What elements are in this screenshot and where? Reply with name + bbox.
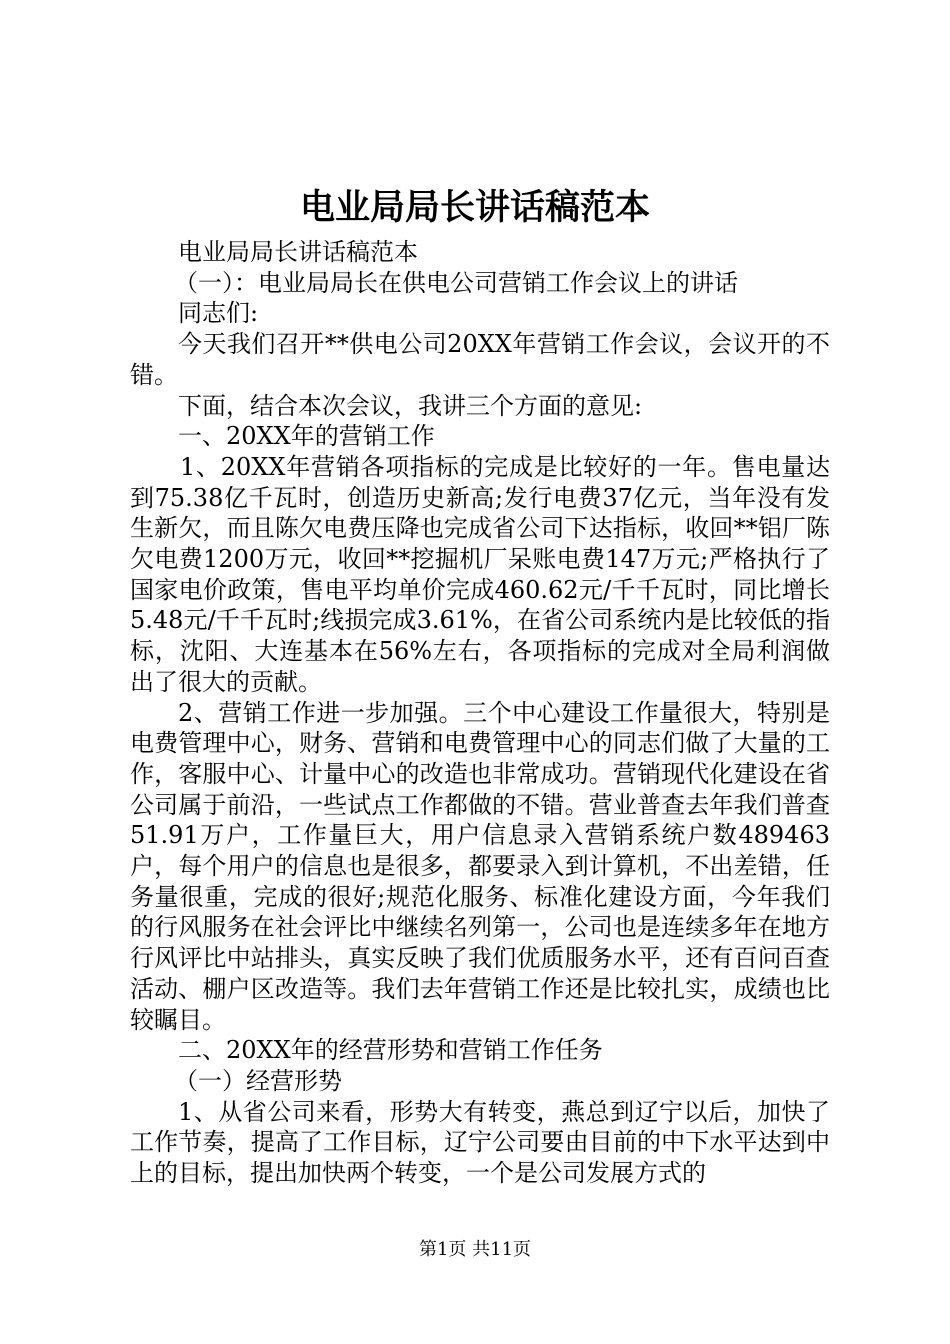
page-number: 第1页: [418, 1239, 467, 1260]
paragraph-intro: 下面，结合本次会议，我讲三个方面的意见:: [178, 391, 643, 420]
document-title: 电业局局长讲话稿范本: [299, 187, 650, 228]
paragraph-section-heading: （一）：电业局局长在供电公司营销工作会议上的讲话: [174, 268, 738, 297]
paragraph-subtitle: 电业局局长讲话稿范本: [178, 238, 418, 266]
paragraph-heading-2: 二、20XX年的经营形势和营销工作任务: [178, 1036, 603, 1065]
paragraph-subheading-1: （一）经营形势: [174, 1066, 342, 1095]
page-footer: [0, 1238, 950, 1262]
paragraph-heading-1: 一、20XX年的营销工作: [178, 422, 435, 451]
paragraph-item-2: 2、营销工作进一步加强。三个中心建设工作量很大，特别是电费管理中心，财务、营销和电费管理中心的同志们做了大量的工作，客服中心、计量中心的改造也非常成功。营销现代化建设在省公司属于前沿，一些试点工作都做的不错。营业普查去年我们普查51.91万户，工作量巨大，用户信息录入营销系统户数489463户，每个用户的信息也是很多，都要录入到计算机，不出差错，任务量很重，完成的很好;规范化服务、标准化建设方面，今年我们的行风服务在社会评比中继续名列第一，公司也是连续多年在地方行风评比中站排头，真实反映了我们优质服务水平，还有百问百查活动、棚户区改造等。我们去年营销工作还是比较扎实，成绩也比较瞩目。: [130, 698, 830, 1034]
document-body: [130, 237, 830, 1189]
paragraph-opening: 今天我们召开**供电公司20XX年营销工作会议，会议开的不错。: [130, 330, 830, 389]
paragraph-salutation: 同志们:: [178, 299, 259, 328]
page-total: 共11页: [472, 1239, 532, 1260]
paragraph-item-3: 1、从省公司来看，形势大有转变，燕总到辽宁以后，加快了工作节奏，提高了工作目标，辽宁公司要由目前的中下水平达到中上的目标，提出加快两个转变，一个是公司发展方式的: [130, 1097, 830, 1188]
paragraph-item-1: 1、20XX年营销各项指标的完成是比较好的一年。售电量达到75.38亿千瓦时，创造历史新高;发行电费37亿元，当年没有发生新欠，而且陈欠电费压降也完成省公司下达指标，收回**铝厂陈欠电费1200万元，收回**挖掘机厂呆账电费147万元;严格执行了国家电价政策，售电平均单价完成460.62元/千千瓦时，同比增长5.48元/千千瓦时;线损完成3.61%，在省公司系统内是比较低的指标，沈阳、大连基本在56%左右，各项指标的完成对全局利润做出了很大的贡献。: [130, 452, 830, 696]
